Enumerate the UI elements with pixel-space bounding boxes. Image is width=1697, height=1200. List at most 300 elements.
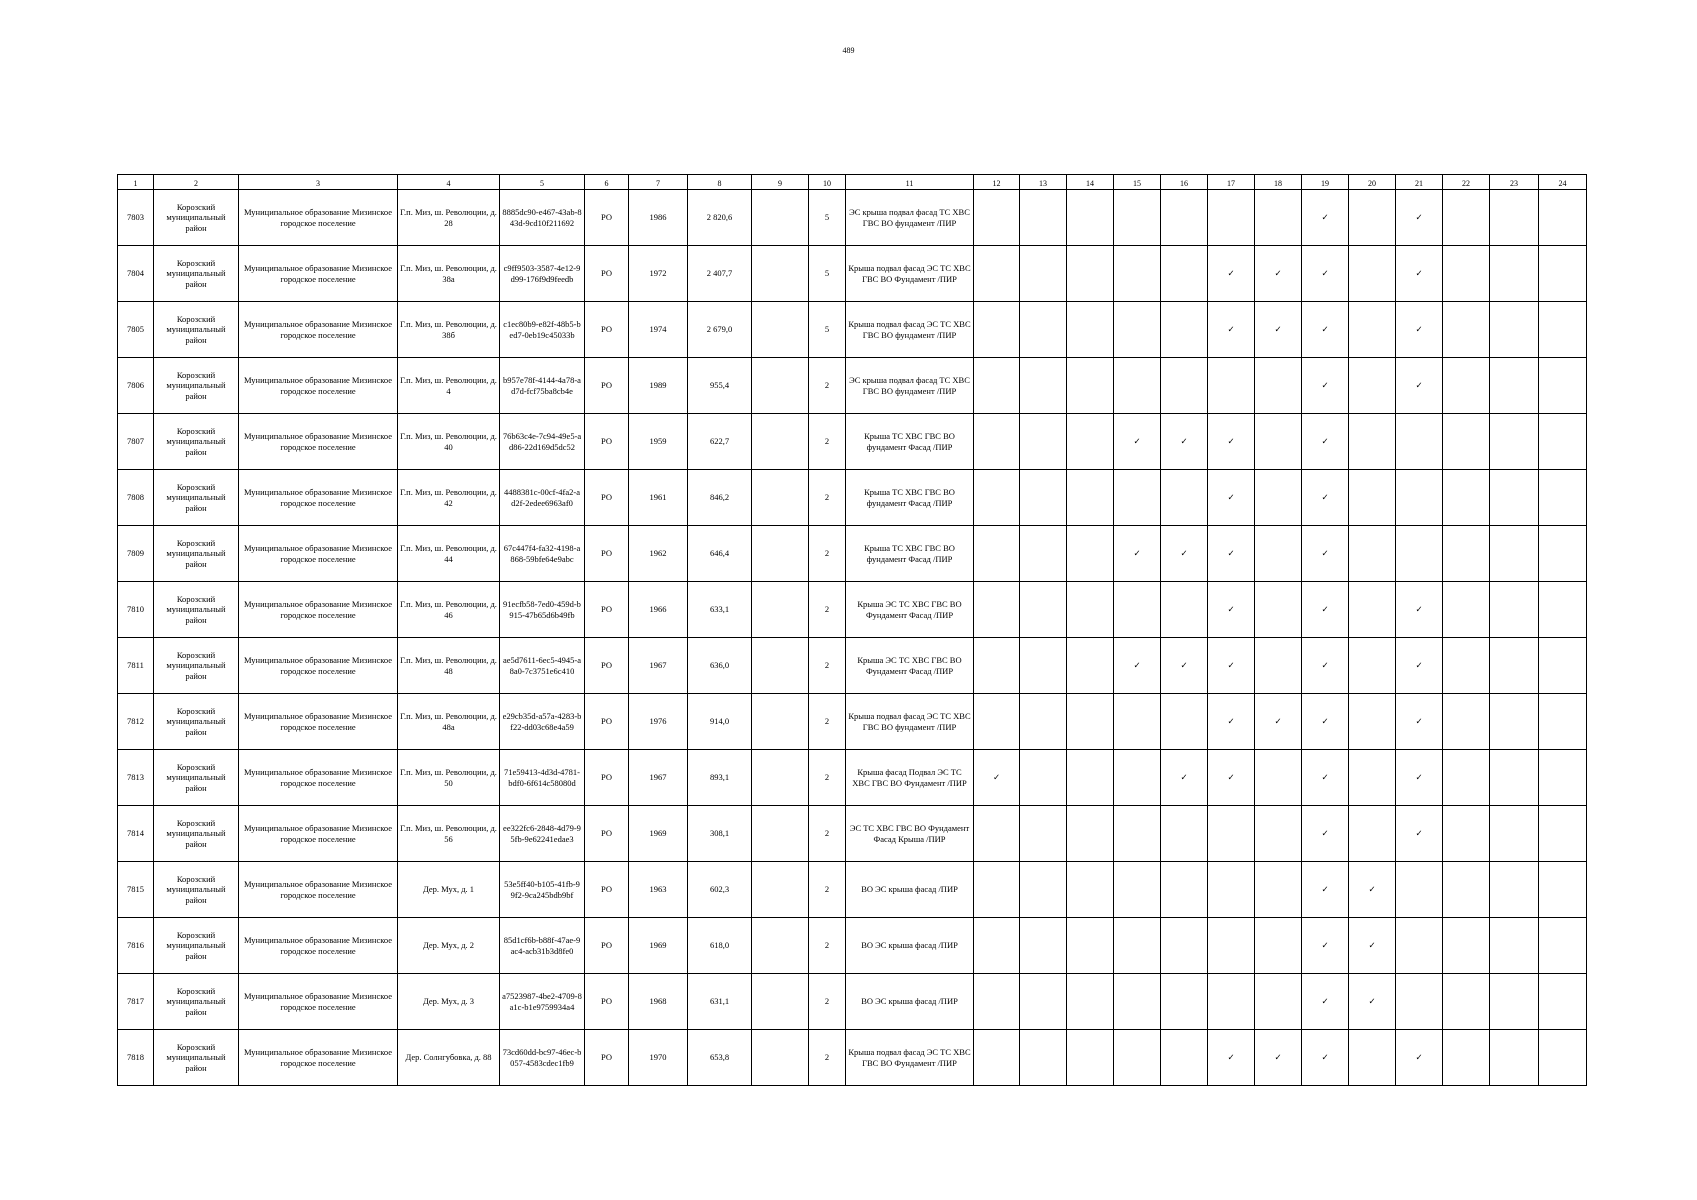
cell-type: РО [585, 246, 629, 302]
cell-district: Корозский муниципальный район [154, 526, 239, 582]
cell-col13 [1020, 358, 1067, 414]
cell-col12 [974, 918, 1020, 974]
cell-col21 [1396, 694, 1443, 750]
cell-col17 [1208, 246, 1255, 302]
cell-col19 [1302, 302, 1349, 358]
cell-col23 [1490, 470, 1539, 526]
check-mark-icon: ✓ [1227, 716, 1235, 727]
cell-works: Крыша подвал фасад ЭС ТС ХВС ГВС ВО Фундамент /ПИР [846, 246, 974, 302]
cell-col17 [1208, 582, 1255, 638]
cell-floors: 5 [809, 246, 846, 302]
cell-address: Г.п. Миз, ш. Революции, д. 42 [398, 470, 500, 526]
column-number-10: 10 [809, 175, 846, 190]
cell-col23 [1490, 582, 1539, 638]
cell-col12 [974, 470, 1020, 526]
cell-col12 [974, 302, 1020, 358]
cell-address: Г.п. Миз, ш. Революции, д. 44 [398, 526, 500, 582]
cell-col18 [1255, 694, 1302, 750]
cell-col21 [1396, 806, 1443, 862]
cell-col23 [1490, 750, 1539, 806]
check-mark-icon: ✓ [1227, 772, 1235, 783]
column-number-7: 7 [629, 175, 688, 190]
cell-col23 [1490, 526, 1539, 582]
column-number-14: 14 [1067, 175, 1114, 190]
cell-col17 [1208, 806, 1255, 862]
cell-col22 [1443, 470, 1490, 526]
cell-col14 [1067, 302, 1114, 358]
cell-col9 [752, 638, 809, 694]
cell-year: 1970 [629, 1030, 688, 1086]
cell-col15 [1114, 582, 1161, 638]
cell-col18 [1255, 358, 1302, 414]
check-mark-icon: ✓ [1321, 548, 1329, 559]
cell-col24 [1539, 750, 1587, 806]
cell-col15 [1114, 358, 1161, 414]
table-row [118, 302, 1587, 358]
cell-uuid: 67c447f4-fa32-4198-a868-59bfe64e9abc [500, 526, 585, 582]
cell-floors: 2 [809, 470, 846, 526]
cell-col20 [1349, 862, 1396, 918]
cell-municipality: Муниципальное образование Мизинское городское поселение [239, 806, 398, 862]
cell-col20 [1349, 470, 1396, 526]
cell-col19 [1302, 918, 1349, 974]
column-number-21: 21 [1396, 175, 1443, 190]
cell-col22 [1443, 750, 1490, 806]
cell-type: РО [585, 1030, 629, 1086]
cell-col15 [1114, 806, 1161, 862]
cell-area: 646,4 [688, 526, 752, 582]
cell-year: 1969 [629, 918, 688, 974]
cell-area: 636,0 [688, 638, 752, 694]
cell-floors: 2 [809, 582, 846, 638]
cell-municipality: Муниципальное образование Мизинское городское поселение [239, 190, 398, 246]
cell-col9 [752, 694, 809, 750]
cell-floors: 5 [809, 302, 846, 358]
cell-municipality: Муниципальное образование Мизинское городское поселение [239, 750, 398, 806]
cell-col24 [1539, 246, 1587, 302]
cell-col22 [1443, 302, 1490, 358]
cell-col18 [1255, 974, 1302, 1030]
check-mark-icon: ✓ [1321, 772, 1329, 783]
cell-col15 [1114, 526, 1161, 582]
cell-address: Дер. Мух, д. 2 [398, 918, 500, 974]
cell-col17 [1208, 750, 1255, 806]
cell-type: РО [585, 470, 629, 526]
cell-col19 [1302, 806, 1349, 862]
cell-col16 [1161, 974, 1208, 1030]
cell-col22 [1443, 1030, 1490, 1086]
cell-col17 [1208, 470, 1255, 526]
check-mark-icon: ✓ [1415, 212, 1423, 223]
cell-col15 [1114, 302, 1161, 358]
cell-municipality: Муниципальное образование Мизинское городское поселение [239, 470, 398, 526]
cell-col24 [1539, 974, 1587, 1030]
cell-col12 [974, 638, 1020, 694]
cell-district: Корозский муниципальный район [154, 246, 239, 302]
cell-col18 [1255, 750, 1302, 806]
cell-col13 [1020, 190, 1067, 246]
column-number-5: 5 [500, 175, 585, 190]
check-mark-icon: ✓ [1415, 660, 1423, 671]
cell-col19 [1302, 414, 1349, 470]
cell-col23 [1490, 694, 1539, 750]
cell-col14 [1067, 358, 1114, 414]
cell-col16 [1161, 1030, 1208, 1086]
cell-col20 [1349, 974, 1396, 1030]
cell-uuid: 91ecfb58-7ed0-459d-b915-47b65d6b49fb [500, 582, 585, 638]
check-mark-icon: ✓ [1368, 940, 1376, 951]
check-mark-icon: ✓ [1274, 324, 1282, 335]
page-number: 489 [842, 46, 855, 55]
cell-area: 2 407,7 [688, 246, 752, 302]
cell-col18 [1255, 862, 1302, 918]
cell-col16 [1161, 302, 1208, 358]
cell-address: Г.п. Миз, ш. Революции, д. 56 [398, 806, 500, 862]
column-number-11: 11 [846, 175, 974, 190]
cell-col21 [1396, 862, 1443, 918]
table-row [118, 806, 1587, 862]
cell-col20 [1349, 918, 1396, 974]
cell-col21 [1396, 358, 1443, 414]
cell-col14 [1067, 918, 1114, 974]
cell-uuid: ae5d7611-6ec5-4945-a8a0-7c3751e6c410 [500, 638, 585, 694]
cell-year: 1968 [629, 974, 688, 1030]
cell-col21 [1396, 974, 1443, 1030]
check-mark-icon: ✓ [1321, 828, 1329, 839]
cell-municipality: Муниципальное образование Мизинское городское поселение [239, 526, 398, 582]
cell-col17 [1208, 190, 1255, 246]
cell-col9 [752, 750, 809, 806]
cell-col20 [1349, 526, 1396, 582]
cell-area: 622,7 [688, 414, 752, 470]
cell-col18 [1255, 806, 1302, 862]
cell-col12 [974, 582, 1020, 638]
check-mark-icon: ✓ [1321, 268, 1329, 279]
cell-year: 1961 [629, 470, 688, 526]
cell-address: Дер. Мух, д. 3 [398, 974, 500, 1030]
cell-works: Крыша подвал фасад ЭС ТС ХВС ГВС ВО Фундамент /ПИР [846, 1030, 974, 1086]
cell-col14 [1067, 414, 1114, 470]
cell-col17 [1208, 526, 1255, 582]
column-number-24: 24 [1539, 175, 1587, 190]
cell-col21 [1396, 302, 1443, 358]
cell-works: Крыша ЭС ТС ХВС ГВС ВО Фундамент Фасад /ПИР [846, 582, 974, 638]
column-number-1: 1 [118, 175, 154, 190]
cell-col18 [1255, 302, 1302, 358]
cell-col13 [1020, 918, 1067, 974]
cell-floors: 2 [809, 918, 846, 974]
cell-col16 [1161, 918, 1208, 974]
cell-district: Корозский муниципальный район [154, 750, 239, 806]
cell-district: Корозский муниципальный район [154, 806, 239, 862]
cell-col13 [1020, 582, 1067, 638]
cell-col22 [1443, 526, 1490, 582]
cell-year: 1966 [629, 582, 688, 638]
cell-col19 [1302, 750, 1349, 806]
check-mark-icon: ✓ [1274, 268, 1282, 279]
cell-district: Корозский муниципальный район [154, 190, 239, 246]
cell-col24 [1539, 470, 1587, 526]
cell-col18 [1255, 582, 1302, 638]
cell-col12 [974, 190, 1020, 246]
check-mark-icon: ✓ [1368, 884, 1376, 895]
check-mark-icon: ✓ [1321, 212, 1329, 223]
cell-col16 [1161, 526, 1208, 582]
cell-id: 7810 [118, 582, 154, 638]
cell-col22 [1443, 862, 1490, 918]
cell-col12 [974, 358, 1020, 414]
cell-col16 [1161, 694, 1208, 750]
cell-floors: 2 [809, 358, 846, 414]
cell-type: РО [585, 638, 629, 694]
cell-col15 [1114, 246, 1161, 302]
check-mark-icon: ✓ [1180, 436, 1188, 447]
check-mark-icon: ✓ [1227, 492, 1235, 503]
table-row [118, 862, 1587, 918]
cell-area: 893,1 [688, 750, 752, 806]
cell-col17 [1208, 694, 1255, 750]
cell-type: РО [585, 806, 629, 862]
cell-col18 [1255, 190, 1302, 246]
check-mark-icon: ✓ [1274, 716, 1282, 727]
cell-floors: 2 [809, 694, 846, 750]
cell-municipality: Муниципальное образование Мизинское городское поселение [239, 974, 398, 1030]
cell-col13 [1020, 470, 1067, 526]
check-mark-icon: ✓ [1227, 324, 1235, 335]
cell-address: Г.п. Миз, ш. Революции, д. 48 [398, 638, 500, 694]
cell-works: ЭС крыша подвал фасад ТС ХВС ГВС ВО фундамент /ПИР [846, 358, 974, 414]
cell-uuid: 4488381c-00cf-4fa2-ad2f-2edee6963af0 [500, 470, 585, 526]
cell-area: 602,3 [688, 862, 752, 918]
cell-works: Крыша подвал фасад ЭС ТС ХВС ГВС ВО фундамент /ПИР [846, 694, 974, 750]
table-row [118, 470, 1587, 526]
cell-col24 [1539, 862, 1587, 918]
cell-col23 [1490, 918, 1539, 974]
cell-col20 [1349, 246, 1396, 302]
column-number-6: 6 [585, 175, 629, 190]
cell-col13 [1020, 694, 1067, 750]
check-mark-icon: ✓ [1415, 716, 1423, 727]
column-number-17: 17 [1208, 175, 1255, 190]
cell-municipality: Муниципальное образование Мизинское городское поселение [239, 582, 398, 638]
cell-floors: 2 [809, 414, 846, 470]
cell-col13 [1020, 638, 1067, 694]
cell-col20 [1349, 302, 1396, 358]
cell-col14 [1067, 470, 1114, 526]
cell-municipality: Муниципальное образование Мизинское городское поселение [239, 302, 398, 358]
cell-col17 [1208, 974, 1255, 1030]
cell-col19 [1302, 974, 1349, 1030]
cell-col16 [1161, 750, 1208, 806]
cell-col15 [1114, 1030, 1161, 1086]
check-mark-icon: ✓ [1321, 492, 1329, 503]
cell-col14 [1067, 806, 1114, 862]
table-body [118, 190, 1587, 1086]
table-row [118, 694, 1587, 750]
check-mark-icon: ✓ [1321, 996, 1329, 1007]
check-mark-icon: ✓ [1415, 604, 1423, 615]
cell-works: ЭС ТС ХВС ГВС ВО Фундамент Фасад Крыша /ПИР [846, 806, 974, 862]
check-mark-icon: ✓ [1321, 940, 1329, 951]
check-mark-icon: ✓ [1321, 436, 1329, 447]
cell-id: 7803 [118, 190, 154, 246]
cell-address: Г.п. Миз, ш. Революции, д. 50 [398, 750, 500, 806]
cell-col19 [1302, 246, 1349, 302]
check-mark-icon: ✓ [1415, 268, 1423, 279]
cell-id: 7813 [118, 750, 154, 806]
cell-col9 [752, 974, 809, 1030]
cell-col13 [1020, 246, 1067, 302]
cell-col15 [1114, 414, 1161, 470]
cell-floors: 2 [809, 974, 846, 1030]
cell-col12 [974, 806, 1020, 862]
cell-col23 [1490, 190, 1539, 246]
cell-col14 [1067, 638, 1114, 694]
cell-col23 [1490, 638, 1539, 694]
cell-municipality: Муниципальное образование Мизинское городское поселение [239, 414, 398, 470]
cell-id: 7809 [118, 526, 154, 582]
check-mark-icon: ✓ [1227, 660, 1235, 671]
check-mark-icon: ✓ [1368, 996, 1376, 1007]
column-number-row [118, 175, 1587, 190]
cell-col21 [1396, 918, 1443, 974]
cell-area: 633,1 [688, 582, 752, 638]
check-mark-icon: ✓ [1321, 660, 1329, 671]
check-mark-icon: ✓ [1321, 1052, 1329, 1063]
cell-area: 2 679,0 [688, 302, 752, 358]
cell-col23 [1490, 358, 1539, 414]
check-mark-icon: ✓ [1180, 772, 1188, 783]
cell-col16 [1161, 414, 1208, 470]
cell-col24 [1539, 918, 1587, 974]
cell-id: 7816 [118, 918, 154, 974]
cell-col22 [1443, 806, 1490, 862]
table-row [118, 918, 1587, 974]
cell-col9 [752, 302, 809, 358]
cell-uuid: 8885dc90-e467-43ab-843d-9cd10f211692 [500, 190, 585, 246]
cell-col15 [1114, 974, 1161, 1030]
cell-area: 846,2 [688, 470, 752, 526]
cell-works: ЭС крыша подвал фасад ТС ХВС ГВС ВО фундамент /ПИР [846, 190, 974, 246]
cell-uuid: 53e5ff40-b105-41fb-99f2-9ca245bdb9bf [500, 862, 585, 918]
cell-col20 [1349, 806, 1396, 862]
cell-works: Крыша ЭС ТС ХВС ГВС ВО Фундамент Фасад /ПИР [846, 638, 974, 694]
column-number-2: 2 [154, 175, 239, 190]
cell-col12 [974, 414, 1020, 470]
cell-col9 [752, 862, 809, 918]
cell-district: Корозский муниципальный район [154, 1030, 239, 1086]
cell-id: 7814 [118, 806, 154, 862]
cell-floors: 2 [809, 1030, 846, 1086]
table-row [118, 190, 1587, 246]
cell-municipality: Муниципальное образование Мизинское городское поселение [239, 862, 398, 918]
table-row [118, 526, 1587, 582]
cell-id: 7804 [118, 246, 154, 302]
cell-col22 [1443, 918, 1490, 974]
cell-col9 [752, 526, 809, 582]
table-row [118, 638, 1587, 694]
cell-floors: 2 [809, 526, 846, 582]
cell-col17 [1208, 302, 1255, 358]
cell-col23 [1490, 862, 1539, 918]
column-number-4: 4 [398, 175, 500, 190]
cell-year: 1959 [629, 414, 688, 470]
cell-municipality: Муниципальное образование Мизинское городское поселение [239, 694, 398, 750]
table-row [118, 974, 1587, 1030]
check-mark-icon: ✓ [1321, 716, 1329, 727]
cell-col21 [1396, 750, 1443, 806]
cell-district: Корозский муниципальный район [154, 582, 239, 638]
cell-col20 [1349, 582, 1396, 638]
cell-col18 [1255, 638, 1302, 694]
cell-district: Корозский муниципальный район [154, 694, 239, 750]
cell-col24 [1539, 694, 1587, 750]
cell-col15 [1114, 862, 1161, 918]
cell-col13 [1020, 862, 1067, 918]
cell-district: Корозский муниципальный район [154, 638, 239, 694]
check-mark-icon: ✓ [1321, 324, 1329, 335]
cell-col12 [974, 862, 1020, 918]
cell-id: 7807 [118, 414, 154, 470]
cell-id: 7817 [118, 974, 154, 1030]
cell-col15 [1114, 638, 1161, 694]
cell-col18 [1255, 918, 1302, 974]
cell-col15 [1114, 470, 1161, 526]
cell-col22 [1443, 414, 1490, 470]
cell-works: Крыша ТС ХВС ГВС ВО фундамент Фасад /ПИР [846, 526, 974, 582]
cell-year: 1963 [629, 862, 688, 918]
cell-year: 1989 [629, 358, 688, 414]
cell-type: РО [585, 302, 629, 358]
cell-address: Г.п. Миз, ш. Революции, д. 48а [398, 694, 500, 750]
cell-district: Корозский муниципальный район [154, 862, 239, 918]
cell-col17 [1208, 638, 1255, 694]
check-mark-icon: ✓ [1415, 828, 1423, 839]
cell-col19 [1302, 694, 1349, 750]
cell-col19 [1302, 358, 1349, 414]
check-mark-icon: ✓ [1321, 604, 1329, 615]
cell-col20 [1349, 638, 1396, 694]
cell-col24 [1539, 806, 1587, 862]
cell-address: Г.п. Миз, ш. Революции, д. 40 [398, 414, 500, 470]
check-mark-icon: ✓ [992, 772, 1001, 783]
column-number-19: 19 [1302, 175, 1349, 190]
column-number-15: 15 [1114, 175, 1161, 190]
cell-year: 1967 [629, 638, 688, 694]
cell-col12 [974, 974, 1020, 1030]
table-row [118, 582, 1587, 638]
cell-uuid: 71e59413-4d3d-4781-bdf0-6f614c58080d [500, 750, 585, 806]
cell-floors: 2 [809, 806, 846, 862]
cell-works: ВО ЭС крыша фасад /ПИР [846, 862, 974, 918]
column-number-16: 16 [1161, 175, 1208, 190]
cell-year: 1962 [629, 526, 688, 582]
column-number-8: 8 [688, 175, 752, 190]
cell-year: 1972 [629, 246, 688, 302]
cell-floors: 5 [809, 190, 846, 246]
cell-col16 [1161, 638, 1208, 694]
cell-id: 7808 [118, 470, 154, 526]
cell-col18 [1255, 470, 1302, 526]
cell-col9 [752, 190, 809, 246]
cell-col16 [1161, 470, 1208, 526]
cell-col21 [1396, 582, 1443, 638]
cell-col24 [1539, 1030, 1587, 1086]
cell-id: 7818 [118, 1030, 154, 1086]
cell-col23 [1490, 414, 1539, 470]
check-mark-icon: ✓ [1227, 548, 1235, 559]
cell-type: РО [585, 974, 629, 1030]
